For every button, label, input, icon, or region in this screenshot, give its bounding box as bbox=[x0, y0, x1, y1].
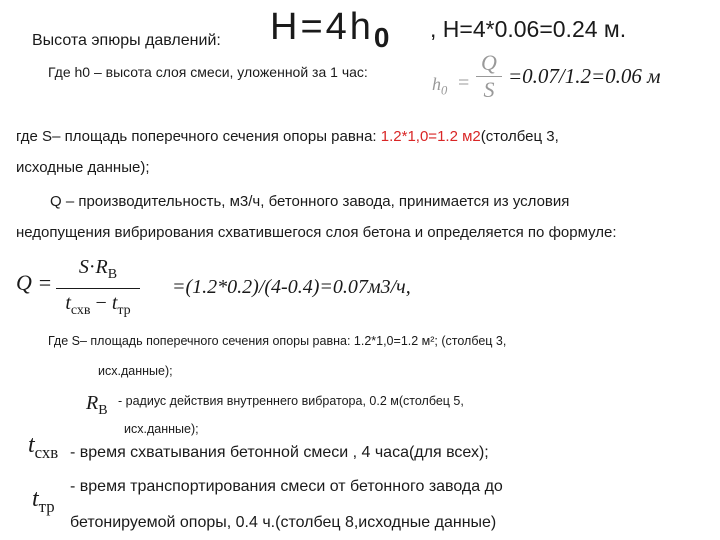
q-formula-denominator: $t_{схв} - t_{тр}$ bbox=[65, 292, 131, 318]
h0-fraction-num: Q bbox=[481, 50, 497, 75]
q-formula-result: =(1.2*0.2)/(4-0.4)=0.07м3/ч, bbox=[172, 276, 411, 298]
productivity-definition: Q – производительность, м3/ч, бетонного завода, принимается из условия bbox=[50, 193, 570, 210]
height-formula bbox=[270, 6, 393, 53]
pressure-height-label: Высота эпюры давлений: bbox=[32, 32, 221, 49]
q-formula-numerator: $S\cdot R_В$ bbox=[78, 256, 118, 282]
height-formula-main: H=4h bbox=[270, 6, 374, 48]
h0-symbol: $h_0$ bbox=[432, 74, 448, 98]
height-formula-sub: 0 bbox=[373, 22, 393, 53]
q-formula-lhs: Q = bbox=[16, 270, 53, 295]
h0-fraction-den: S bbox=[483, 77, 495, 102]
q-formula-fraction bbox=[56, 254, 140, 325]
h0-eq: = bbox=[458, 72, 470, 94]
rb-definition-line2: исх.данные); bbox=[124, 422, 199, 436]
area-note-line2: исх.данные); bbox=[98, 364, 173, 378]
rb-symbol: $R_В$ bbox=[86, 392, 108, 418]
h0-fraction bbox=[476, 50, 502, 103]
h0-definition: Где h0 – высота слоя смеси, уложенной за 1 час: bbox=[48, 64, 368, 80]
rb-definition: - радиус действия внутреннего вибратора, 0.2 м(столбец 5, bbox=[118, 394, 464, 408]
t-transport-symbol: $t_{тр}$ bbox=[32, 486, 55, 516]
t-transport-definition: - время транспортирования смеси от бетонного завода до bbox=[70, 478, 503, 495]
t-transport-definition-line2: бетонируемой опоры, 0.4 ч.(столбец 8,исходные данные) bbox=[70, 514, 497, 531]
height-result: , H=4*0.06=0.24 м. bbox=[430, 16, 627, 42]
t-setting-symbol: $t_{схв}$ bbox=[28, 432, 59, 462]
t-setting-definition: - время схватывания бетонной смеси , 4 часа(для всех); bbox=[70, 444, 489, 461]
area-definition: где S– площадь поперечного сечения опоры равна: 1.2*1,0=1.2 м2(столбец 3, bbox=[16, 128, 559, 145]
h0-result: =0.07/1.2=0.06 м bbox=[508, 64, 661, 88]
area-definition-line2: исходные данные); bbox=[16, 159, 150, 176]
productivity-definition-line2: недопущения вибрирования схватившегося слоя бетона и определяется по формуле: bbox=[16, 224, 617, 241]
area-value: 1.2*1,0=1.2 м2 bbox=[380, 128, 481, 145]
area-note: Где S– площадь поперечного сечения опоры равна: 1.2*1,0=1.2 м²; (столбец 3, bbox=[48, 334, 507, 348]
